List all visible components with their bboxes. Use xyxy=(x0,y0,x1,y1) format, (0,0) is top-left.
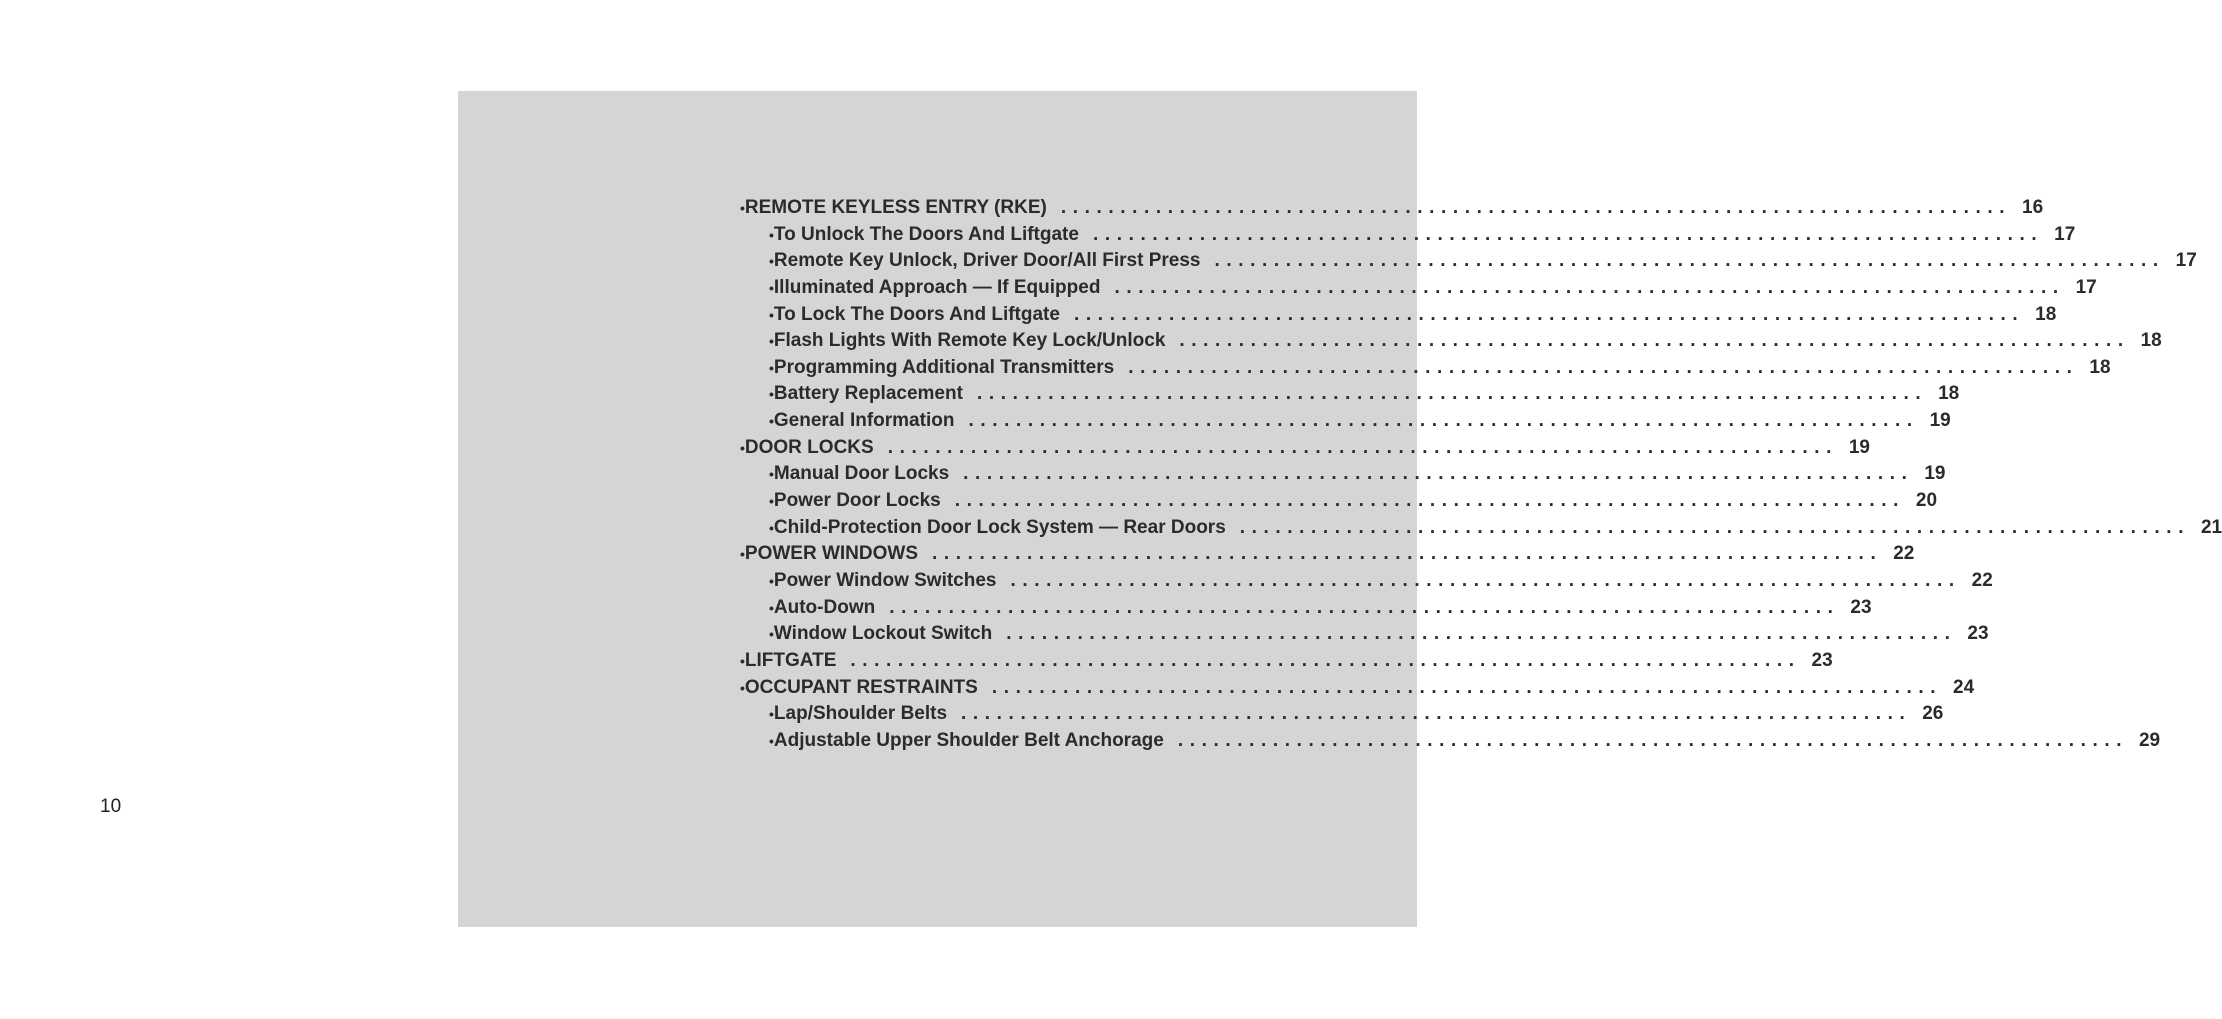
dot-leader: ................................................................................ xyxy=(1179,330,2130,352)
dot-leader: ................................................................................ xyxy=(1214,250,2165,272)
bullet-icon: • xyxy=(769,413,774,430)
toc-entry-title: REMOTE KEYLESS ENTRY (RKE) xyxy=(744,197,1047,218)
bullet-icon: • xyxy=(740,679,745,696)
toc-entry-title: Flash Lights With Remote Key Lock/Unlock xyxy=(773,330,1166,352)
toc-entry-page: 17 xyxy=(2175,250,2197,272)
bullet-icon: • xyxy=(769,599,774,616)
bullet-icon: • xyxy=(769,626,774,643)
dot-leader: ................................................................................ xyxy=(1114,276,2065,298)
toc-entry-title: Child-Protection Door Lock System — Rear Doors xyxy=(773,516,1226,538)
bullet-icon: • xyxy=(740,546,745,563)
bullet-icon: • xyxy=(769,359,774,376)
toc-entry-title: General Information xyxy=(773,410,955,432)
toc-entry-title: Lap/Shoulder Belts xyxy=(773,703,948,725)
toc-entry-page: 23 xyxy=(1811,649,1833,671)
toc-entry[interactable] xyxy=(740,569,1993,597)
dot-leader: ................................................................................ xyxy=(1010,569,1961,591)
toc-entry-title: Programming Additional Transmitters xyxy=(773,356,1115,378)
toc-entry[interactable] xyxy=(740,596,1872,624)
toc-entry-page: 29 xyxy=(2138,729,2161,751)
toc-entry-page: 22 xyxy=(1971,569,1993,591)
toc-entry-page: 19 xyxy=(1924,463,1946,485)
toc-entry[interactable] xyxy=(740,223,2076,251)
toc-entry-title: Window Lockout Switch xyxy=(773,623,993,645)
bullet-icon: • xyxy=(769,226,774,243)
toc-entry[interactable] xyxy=(740,276,2097,304)
dot-leader: ................................................................................ xyxy=(961,703,1912,725)
dot-leader: ................................................................................ xyxy=(932,543,1883,565)
dot-leader: ................................................................................ xyxy=(850,649,1801,671)
toc-entry-page: 26 xyxy=(1922,703,1944,725)
table-of-contents-panel xyxy=(458,91,2222,927)
toc-entry[interactable] xyxy=(740,436,1870,464)
toc-entry[interactable] xyxy=(740,330,2162,357)
toc-entry-page: 22 xyxy=(1893,543,1915,565)
toc-entry[interactable] xyxy=(740,649,1833,677)
dot-leader: ................................................................................ xyxy=(889,596,1840,618)
toc-entry-page: 18 xyxy=(2035,303,2057,325)
toc-entry[interactable] xyxy=(740,197,2044,224)
toc-entry-title: LIFTGATE xyxy=(744,649,837,671)
bullet-icon: • xyxy=(769,493,774,510)
toc-entry-page: 24 xyxy=(1953,676,1975,698)
toc-entry[interactable] xyxy=(740,516,2222,544)
dot-leader: ................................................................................ xyxy=(968,410,1919,432)
toc-entry-page: 16 xyxy=(2022,197,2044,218)
toc-entry-page: 17 xyxy=(2075,276,2097,298)
toc-entry-page: 19 xyxy=(1929,410,1951,432)
toc-entry-page: 18 xyxy=(1938,383,1960,405)
bullet-icon: • xyxy=(769,706,774,723)
dot-leader: ................................................................................ xyxy=(1006,623,1957,645)
toc-entry[interactable] xyxy=(740,729,2161,757)
toc-entry-title: To Unlock The Doors And Liftgate xyxy=(773,223,1079,245)
dot-leader: ................................................................................ xyxy=(887,436,1838,458)
toc-entry[interactable] xyxy=(740,356,2111,384)
toc-entry-page: 19 xyxy=(1848,436,1870,458)
toc-entry-page: 21 xyxy=(2200,516,2222,538)
toc-entry-title: Manual Door Locks xyxy=(773,463,950,485)
dot-leader: ................................................................................ xyxy=(1073,303,2025,325)
toc-entry[interactable] xyxy=(740,543,1915,570)
toc-entry[interactable] xyxy=(740,463,1946,490)
toc-entry-title: Remote Key Unlock, Driver Door/All First Press xyxy=(773,250,1201,272)
toc-entry-page: 20 xyxy=(1915,490,1938,512)
bullet-icon: • xyxy=(769,333,774,350)
toc-entry[interactable] xyxy=(740,490,1938,517)
dot-leader: ................................................................................ xyxy=(976,383,1928,405)
toc-entry[interactable] xyxy=(740,383,1960,410)
toc-entry-title: Battery Replacement xyxy=(773,383,963,405)
toc-entry-title: Power Window Switches xyxy=(773,569,997,591)
bullet-icon: • xyxy=(769,386,774,403)
dot-leader: ................................................................................ xyxy=(1092,223,2044,245)
toc-entry-title: OCCUPANT RESTRAINTS xyxy=(744,676,978,698)
toc-entry[interactable] xyxy=(740,676,1975,704)
bullet-icon: • xyxy=(740,652,745,669)
dot-leader: ................................................................................ xyxy=(954,490,1906,512)
bullet-icon: • xyxy=(769,519,774,536)
toc-entry-page: 18 xyxy=(2089,356,2111,378)
bullet-icon: • xyxy=(769,466,774,483)
toc-entry[interactable] xyxy=(740,250,2197,277)
toc-entry[interactable] xyxy=(740,303,2057,331)
bullet-icon: • xyxy=(769,279,774,296)
toc-entry-page: 18 xyxy=(2140,330,2162,352)
toc-entry-page: 23 xyxy=(1850,596,1872,618)
dot-leader: ................................................................................ xyxy=(1128,356,2079,378)
toc-entry-page: 23 xyxy=(1967,623,1989,645)
dot-leader: ................................................................................ xyxy=(1177,729,2129,751)
bullet-icon: • xyxy=(769,572,774,589)
toc-entry-title: Auto-Down xyxy=(773,596,876,618)
toc-entry[interactable] xyxy=(740,623,1989,650)
toc-entry-title: DOOR LOCKS xyxy=(744,436,874,458)
table-of-contents-list xyxy=(740,197,2222,756)
toc-entry-title: Illuminated Approach — If Equipped xyxy=(773,276,1101,298)
bullet-icon: • xyxy=(740,439,745,456)
page-number: 10 xyxy=(100,796,122,817)
dot-leader: ................................................................................ xyxy=(991,676,1943,698)
dot-leader: ................................................................................ xyxy=(1239,516,2191,538)
toc-entry-title: Adjustable Upper Shoulder Belt Anchorage xyxy=(773,729,1164,751)
bullet-icon: • xyxy=(769,732,774,749)
bullet-icon: • xyxy=(769,306,774,323)
toc-entry-title: To Lock The Doors And Liftgate xyxy=(773,303,1060,325)
toc-entry-page: 17 xyxy=(2054,223,2076,245)
toc-entry[interactable] xyxy=(740,703,1944,730)
bullet-icon: • xyxy=(740,200,745,216)
toc-entry-title: POWER WINDOWS xyxy=(744,543,919,565)
toc-entry-title: Power Door Locks xyxy=(773,490,941,512)
toc-entry[interactable] xyxy=(740,410,1951,437)
bullet-icon: • xyxy=(769,253,774,270)
dot-leader: ................................................................................ xyxy=(1060,197,2012,218)
dot-leader: ................................................................................ xyxy=(963,463,1914,485)
